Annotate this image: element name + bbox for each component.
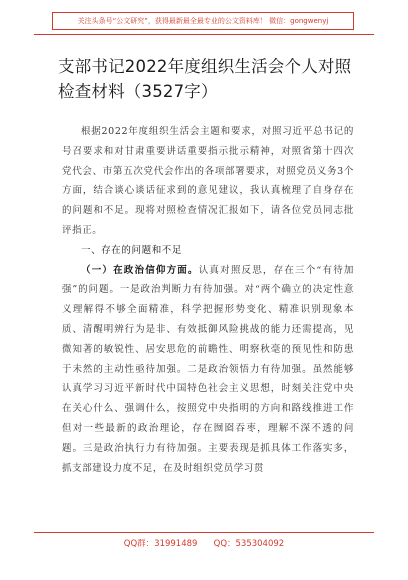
- document-title: 支部书记2022年度组织生活会个人对照检查材料（3527字）: [58, 57, 352, 101]
- intro-paragraph: 根据2022年度组织生活会主题和要求，对照习近平总书记的号召要求和对甘肃重要讲话重要指示批示精神，对照省第十四次党代会、市第五次党代会作出的各项部署要求，对照党员义务3个方面，结合谈心谈话征求到的意见建议，我认真梳理了自身存在的问题和不足。现将对照检查情况汇报如下，请各位党员同志批评指正。: [62, 126, 354, 236]
- footer-divider: [34, 532, 374, 533]
- subsection-label: （一）在政治信仰方面。: [81, 264, 199, 276]
- subsection-text: 认真对照反思，存在三个“有待加强”的问题。一是政治判断力有待加强。对“两个确立的决定性意义理解得不够全面精准，科学把握形势变化、精准识别现象本质、清醒明辨行为是非、有效抵御风险挑战的能力还需提高，见微知著的敏锐性、居安思危的前瞻性、明察秋毫的预见性和防患于未然的主动性亟待加强。二是政治领悟力有待加强。虽然能够认真学习习近平新时代中国特色社会主义思想，时刻关注党中央在关心什么、强调什么，按照党中央指明的方向和路线推进工作但对一些最新的政治理论，存在囫囵吞枣，理解不深不透的问题。三是政治执行力有待加强。主要表现是抓具体工作落实多，抓支部建设力度不足，在及时组织党员学习贯: [62, 264, 354, 474]
- header-banner-text: 关注头条号“公文研究”，获得最新最全最专业的公文资料库！ 微信：gongwenyj: [77, 17, 329, 25]
- subsection-paragraph: [62, 261, 354, 479]
- header-divider: [34, 34, 374, 35]
- header-banner: [52, 12, 354, 30]
- section-heading: 一、存在的问题和不足: [81, 244, 183, 256]
- document-body: [62, 122, 354, 478]
- footer-contact: QQ群：31991489 QQ：535304092: [123, 539, 285, 549]
